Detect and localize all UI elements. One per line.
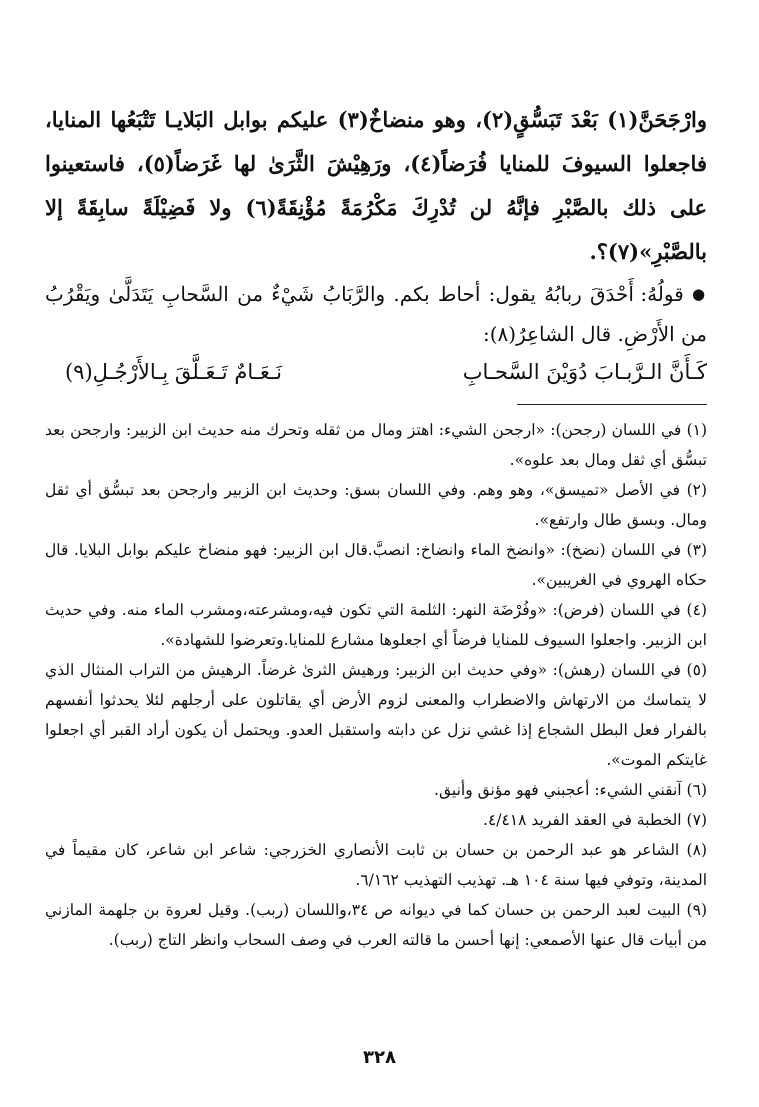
- page-number: ٣٢٨: [363, 1047, 396, 1068]
- footnote: [45, 415, 707, 475]
- verse-second-hemistich: نَـعَـامٌ تَـعَـلَّقَ بِـالأَرْجُـلِ(٩): [65, 360, 283, 384]
- footnote-number: (٦): [686, 781, 707, 799]
- footnote-text: الخطبة في العقد الفريد ٤/٤١٨.: [483, 811, 682, 829]
- poetry-verse: [45, 360, 707, 384]
- footnote-number: (٢): [686, 481, 708, 499]
- footnote-divider: [517, 404, 707, 405]
- footnote: [45, 775, 707, 805]
- footnote-number: (٨): [686, 841, 707, 859]
- footnote: [45, 895, 707, 955]
- footnote-number: (٣): [686, 541, 707, 559]
- footnote: [45, 595, 707, 655]
- footnote-number: (٧): [686, 811, 707, 829]
- footnote-number: (٥): [686, 661, 707, 679]
- footnotes: [45, 415, 707, 955]
- footnote: [45, 835, 707, 895]
- footnote-text: الشاعر هو عبد الرحمن بن حسان بن ثابت الأنصاري الخزرجي: شاعر ابن شاعر، كان مقيماً في المدينة، وتوفي فيها سنة ١٠٤ هـ. تهذيب التهذيب ٦/١٦٢.: [45, 841, 707, 889]
- footnote: [45, 805, 707, 835]
- main-text: [45, 98, 707, 384]
- footnote-text: آنقني الشيء: أعجبني فهو مؤنق وأنيق.: [434, 781, 682, 799]
- footnote: [45, 655, 707, 775]
- footnote-number: (٤): [686, 601, 707, 619]
- footnote: [45, 475, 707, 535]
- footnote: [45, 535, 707, 595]
- footnote-text: في اللسان (فرض): «وفُرْضَة النهر: الثلمة التي تكون فيه،ومشرعته،ومشرب الماء منه. وفي حديث ابن الزبير. واجعلوا السيوف للمنايا فرضاً أي اجعلوها مشارع للمنايا.وتعرضوا للشهادة».: [45, 601, 707, 649]
- footnote-number: (٩): [686, 901, 707, 919]
- footnote-text: في اللسان (رهش): «وفي حديث ابن الزبير: ورهيش الثرىٰ غرضاً. الرهيش من التراب المنثال الذي لا يتماسك من الارتهاش والاضطراب والمعنى لزوم الأرض أي يقاتلون على أرجلهم لئلا يحدثوا أنفسهم بالفرار فعل البطل الشجاع إذا غشي نزل عن دابته واستقبل العدو. ويحتمل أن يكون أراد القبر أي اجعلوا غايتكم الموت».: [45, 661, 707, 769]
- footnote-text: البيت لعبد الرحمن بن حسان كما في ديوانه ص ٣٤،واللسان (ربب). وقيل لعروة بن جلهمة المازني من أبيات قال عنها الأصمعي: إنها أحسن ما قالته العرب في وصف السحاب وانظر التاج (ربب).: [45, 901, 707, 949]
- footnote-text: في اللسان (رجحن): «ارجحن الشيء: اهتز ومال من ثقله وتحرك منه حديث ابن الزبير: وارجحن بعد تبسُّق أي ثقل ومال بعد علوه».: [45, 421, 707, 469]
- footnote-text: في اللسان (نضخ): «وانضخ الماء وانضاخ: انصبَّ.قال ابن الزبير: فهو منضاخ عليكم بوابل البلايا. قال حكاه الهروي في الغريبين».: [45, 541, 707, 589]
- commentary-text: قولُهُ: أَحْدَقَ ربابُهُ يقول: أحاط بكم. والرَّبَابُ شَيْءٌ من السَّحابِ يَتَدَلَّىٰ ويَقْرُبُ من الأَرْضِ. قال الشاعِرُ(٨):: [45, 282, 707, 346]
- footnote-number: (١): [686, 421, 708, 439]
- bullet-icon: ●: [692, 285, 707, 303]
- verse-first-hemistich: كَـأَنَّ الـرَّبـابَ دُوَيْنَ السَّحـابِ: [462, 360, 707, 384]
- commentary-paragraph: [45, 274, 707, 354]
- footnote-text: في الأصل «تميسق»، وهو وهم. وفي اللسان بسق: وحديث ابن الزبير وارجحن بعد تبسُّق أي ثقل ومال. وبسق طال وارتفع».: [45, 481, 707, 529]
- speech-paragraph: وارْجَحَنَّ(١) بَعْدَ تَبَسُّقٍ(٢)، وهو منضاخٌ(٣) عليكم بوابل البَلايـا تَتْبَعُها المنايا، فاجعلوا السيوفَ للمنايا فُرَضاً(٤)، ورَهِيْشَ الثَّرَىٰ لها غَرَضاً(٥)، فاستعينوا على ذلك بالصَّبْرِ فإنَّهُ لن تُدْرِكَ مَكْرُمَةً مُؤْنِقَةً(٦) ولا فَضِيْلَةً سابِقَةً إلا بالصَّبْرِ»(٧)؟.: [45, 107, 708, 264]
- page-content: [45, 98, 707, 955]
